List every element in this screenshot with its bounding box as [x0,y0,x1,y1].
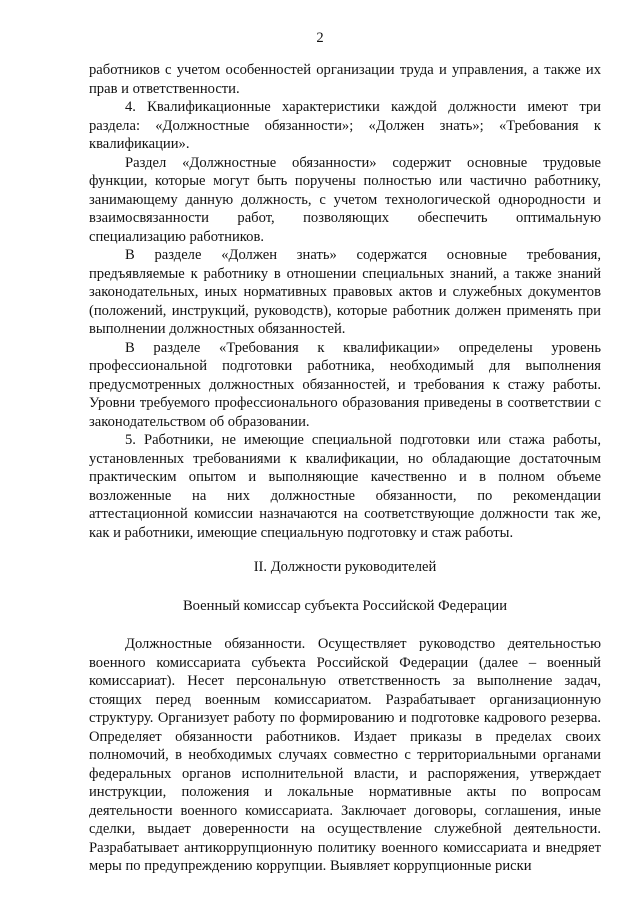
paragraph-item-4: 4. Квалификационные характеристики каждой должности имеют три раздела: «Должностные обязанности»; «Должен знать»; «Требования к квалификации». [89,99,601,152]
subsection-heading: Военный комиссар субъекта Российской Федерации [182,597,508,614]
paragraph-qualification-section: В разделе «Требования к квалификации» определены уровень профессиональной подготовки работника, необходимый для выполнения предусмотренных должностных обязанностей, и требования к стажу работы. Уровни требуемого профессионального образования приведены в соответствии с законодательством об образовании. [89,339,601,430]
section-heading: II. Должности руководителей [253,559,437,575]
paragraph-job-duties: Должностные обязанности. Осуществляет руководство деятельностью военного комиссариата субъекта Российской Федерации (далее – военный комиссариат). Несет персональную ответственность за выполнение задач, стоящих перед военным комиссариатом. Разрабатывает организационную структуру. Организует работу по формированию и подготовке кадрового резерва. Определяет обязанности работников. Издает приказы в пределах своих полномочий, в необходимых случаях совместно с территориальными органами федеральных органов исполнительной власти, и распоряжения, утверждает инструкции, положения и локальные нормативные акты по вопросам деятельности военного комиссариата. Заключает договоры, соглашения, иные сделки, выдает доверенности на осуществление служебной деятельности. Разрабатывает антикоррупционную политику военного комиссариата и внедряет меры по предупреждению коррупции. Выявляет коррупционные риски [89,636,601,874]
page-number: 2 [316,30,324,46]
paragraph-must-know-section: В разделе «Должен знать» содержатся основные требования, предъявляемые к работнику в отношении специальных знаний, а также знаний законодательных, иных нормативных правовых актов и служебных документов (положений, инструкций, руководств), которые работник должен применять при выполнении должностных обязанностей. [89,247,601,337]
paragraph-item-5: 5. Работники, не имеющие специальной подготовки или стажа работы, установленных требованиями к квалификации, но обладающие достаточным практическим опытом и выполняющие качественно и в полном объеме возложенные на них должностные обязанности, по рекомендации аттестационной комиссии назначаются на соответствующие должности так же, как и работники, имеющие специальную подготовку и стаж работы. [89,432,601,541]
paragraph-duties-section: Раздел «Должностные обязанности» содержит основные трудовые функции, которые могут быть поручены полностью или частично работнику, занимающему данную должность, с учетом технологической однородности и взаимосвязанности работ, позволяющих обеспечить оптимальную специализацию работников. [89,154,601,245]
paragraph-continuation: работников с учетом особенностей организации труда и управления, а также их прав и ответственности. [89,62,601,97]
document-body [89,61,601,876]
